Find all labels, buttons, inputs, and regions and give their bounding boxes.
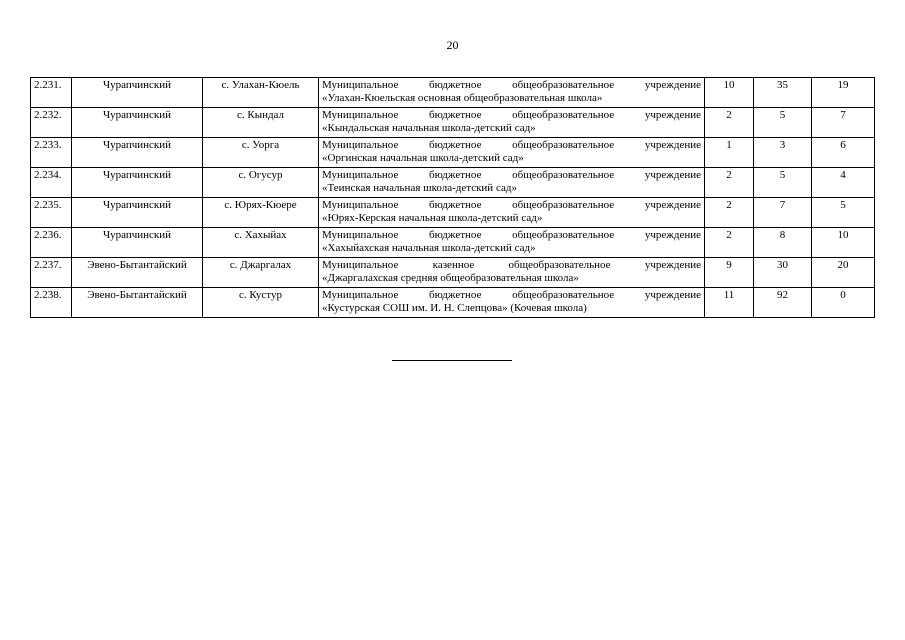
institution-type-line xyxy=(322,199,701,212)
institution-type-line xyxy=(322,79,701,92)
value-cell-2: 8 xyxy=(754,228,812,258)
institution-type-word: бюджетное xyxy=(429,289,482,301)
institution-type-word: Муниципальное xyxy=(322,169,399,181)
institution-name-cell xyxy=(319,228,705,258)
institution-type-line xyxy=(322,139,701,152)
value-cell-2: 5 xyxy=(754,108,812,138)
value-cell-3: 5 xyxy=(812,198,875,228)
row-number-cell: 2.237. xyxy=(31,258,72,288)
institution-type-word: учреждение xyxy=(644,139,701,151)
value-cell-1: 2 xyxy=(705,198,754,228)
institution-name-cell xyxy=(319,198,705,228)
table-row xyxy=(31,288,875,318)
institution-type-word: учреждение xyxy=(644,169,701,181)
village-cell: с. Юрях-Кюере xyxy=(203,198,319,228)
institution-type-line xyxy=(322,109,701,122)
institution-type-word: бюджетное xyxy=(429,139,482,151)
institution-name-line: «Теинская начальная школа-детский сад» xyxy=(322,182,517,194)
institution-name-cell xyxy=(319,168,705,198)
row-number-cell: 2.234. xyxy=(31,168,72,198)
institution-type-word: общеобразовательное xyxy=(512,169,615,181)
value-cell-2: 5 xyxy=(754,168,812,198)
institution-type-word: Муниципальное xyxy=(322,289,399,301)
value-cell-1: 10 xyxy=(705,78,754,108)
table-row xyxy=(31,258,875,288)
village-cell: с. Улахан-Кюель xyxy=(203,78,319,108)
institution-name-cell xyxy=(319,288,705,318)
institution-type-word: бюджетное xyxy=(429,169,482,181)
institution-type-word: учреждение xyxy=(644,289,701,301)
institution-type-word: Муниципальное xyxy=(322,139,399,151)
end-rule-divider xyxy=(392,360,512,361)
institution-name-cell xyxy=(319,138,705,168)
institution-type-word: бюджетное xyxy=(429,199,482,211)
institution-name-line: «Кындальская начальная школа-детский сад» xyxy=(322,122,536,134)
table-row xyxy=(31,168,875,198)
value-cell-3: 10 xyxy=(812,228,875,258)
value-cell-2: 3 xyxy=(754,138,812,168)
institution-type-word: Муниципальное xyxy=(322,109,399,121)
village-cell: с. Огусур xyxy=(203,168,319,198)
page-number: 20 xyxy=(446,38,459,52)
institution-name-line: «Оргинская начальная школа-детский сад» xyxy=(322,152,524,164)
value-cell-3: 20 xyxy=(812,258,875,288)
institution-type-word: учреждение xyxy=(644,259,701,271)
institution-type-line xyxy=(322,289,701,302)
institution-type-word: Муниципальное xyxy=(322,79,399,91)
institution-type-word: общеобразовательное xyxy=(512,109,615,121)
institution-type-word: учреждение xyxy=(644,109,701,121)
institution-type-word: учреждение xyxy=(644,199,701,211)
institution-type-word: Муниципальное xyxy=(322,199,399,211)
district-cell: Эвено-Бытантайский xyxy=(72,258,203,288)
institution-type-word: бюджетное xyxy=(429,229,482,241)
institution-type-word: бюджетное xyxy=(429,109,482,121)
institution-type-word: общеобразовательное xyxy=(512,289,615,301)
row-number-cell: 2.231. xyxy=(31,78,72,108)
value-cell-2: 92 xyxy=(754,288,812,318)
village-cell: с. Уорга xyxy=(203,138,319,168)
table-body xyxy=(31,78,875,318)
institution-type-word: учреждение xyxy=(644,229,701,241)
institution-type-word: бюджетное xyxy=(429,79,482,91)
value-cell-1: 2 xyxy=(705,228,754,258)
district-cell: Эвено-Бытантайский xyxy=(72,288,203,318)
value-cell-3: 7 xyxy=(812,108,875,138)
value-cell-3: 19 xyxy=(812,78,875,108)
institution-type-word: Муниципальное xyxy=(322,259,399,271)
value-cell-2: 7 xyxy=(754,198,812,228)
village-cell: с. Кустур xyxy=(203,288,319,318)
village-cell: с. Джаргалах xyxy=(203,258,319,288)
institution-name-line: «Джаргалахская средняя общеобразовательная школа» xyxy=(322,272,579,284)
district-cell: Чурапчинский xyxy=(72,108,203,138)
institution-type-line xyxy=(322,229,701,242)
district-cell: Чурапчинский xyxy=(72,168,203,198)
district-cell: Чурапчинский xyxy=(72,198,203,228)
table-row xyxy=(31,108,875,138)
district-cell: Чурапчинский xyxy=(72,138,203,168)
institution-name-line: «Юрях-Керская начальная школа-детский сад» xyxy=(322,212,543,224)
row-number-cell: 2.232. xyxy=(31,108,72,138)
value-cell-1: 2 xyxy=(705,168,754,198)
table-row xyxy=(31,138,875,168)
value-cell-3: 6 xyxy=(812,138,875,168)
table-row xyxy=(31,198,875,228)
value-cell-2: 30 xyxy=(754,258,812,288)
village-cell: с. Хахыйах xyxy=(203,228,319,258)
institution-name-line: «Хахыйахская начальная школа-детский сад» xyxy=(322,242,536,254)
institution-name-line: «Кустурская СОШ им. И. Н. Слепцова» (Кочевая школа) xyxy=(322,302,587,314)
institution-name-cell xyxy=(319,78,705,108)
institution-name-cell xyxy=(319,258,705,288)
value-cell-3: 0 xyxy=(812,288,875,318)
value-cell-3: 4 xyxy=(812,168,875,198)
institution-type-word: учреждение xyxy=(644,79,701,91)
value-cell-1: 1 xyxy=(705,138,754,168)
institution-type-word: общеобразовательное xyxy=(512,79,615,91)
institution-type-word: общеобразовательное xyxy=(512,229,615,241)
institution-type-word: казенное xyxy=(432,259,475,271)
row-number-cell: 2.233. xyxy=(31,138,72,168)
district-cell: Чурапчинский xyxy=(72,78,203,108)
institution-type-word: общеобразовательное xyxy=(512,199,615,211)
institution-name-cell xyxy=(319,108,705,138)
institutions-table xyxy=(30,77,875,318)
institution-type-line xyxy=(322,169,701,182)
table-row xyxy=(31,78,875,108)
village-cell: с. Кындал xyxy=(203,108,319,138)
row-number-cell: 2.235. xyxy=(31,198,72,228)
row-number-cell: 2.236. xyxy=(31,228,72,258)
table-row xyxy=(31,228,875,258)
institution-name-line: «Улахан-Кюельская основная общеобразовательная школа» xyxy=(322,92,603,104)
institution-type-word: Муниципальное xyxy=(322,229,399,241)
institution-type-line xyxy=(322,259,701,272)
institution-type-word: общеобразовательное xyxy=(508,259,611,271)
value-cell-1: 11 xyxy=(705,288,754,318)
row-number-cell: 2.238. xyxy=(31,288,72,318)
value-cell-1: 2 xyxy=(705,108,754,138)
district-cell: Чурапчинский xyxy=(72,228,203,258)
value-cell-1: 9 xyxy=(705,258,754,288)
institution-type-word: общеобразовательное xyxy=(512,139,615,151)
value-cell-2: 35 xyxy=(754,78,812,108)
